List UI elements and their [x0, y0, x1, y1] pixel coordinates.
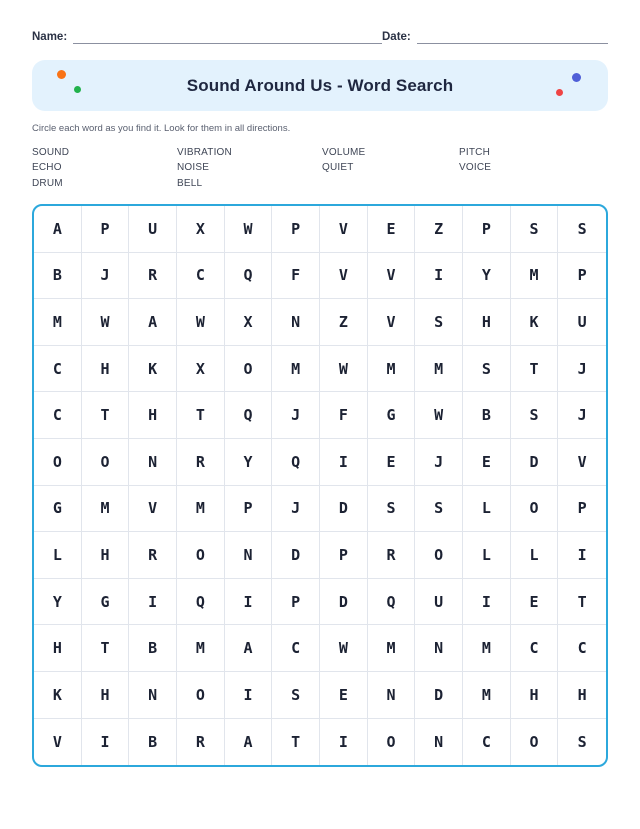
grid-cell[interactable]: C: [177, 253, 225, 300]
grid-cell[interactable]: J: [272, 486, 320, 533]
blue-dot-icon: [572, 73, 581, 82]
date-label: Date:: [382, 31, 411, 43]
grid-cell[interactable]: Y: [463, 253, 511, 300]
grid-cell[interactable]: D: [320, 486, 368, 533]
grid-cell[interactable]: D: [511, 439, 559, 486]
grid-cell[interactable]: P: [272, 206, 320, 253]
grid-cell[interactable]: R: [368, 532, 416, 579]
grid-cell[interactable]: C: [34, 346, 82, 393]
grid-cell[interactable]: M: [368, 625, 416, 672]
grid-cell[interactable]: E: [368, 439, 416, 486]
grid-cell[interactable]: D: [415, 672, 463, 719]
grid-cell[interactable]: F: [320, 392, 368, 439]
grid-cell[interactable]: N: [129, 439, 177, 486]
grid-cell[interactable]: S: [368, 486, 416, 533]
grid-cell[interactable]: A: [34, 206, 82, 253]
name-input-line[interactable]: [73, 31, 382, 44]
grid-cell[interactable]: O: [511, 486, 559, 533]
grid-cell[interactable]: L: [511, 532, 559, 579]
grid-cell[interactable]: J: [82, 253, 130, 300]
grid-cell[interactable]: T: [82, 392, 130, 439]
grid-cell[interactable]: R: [129, 532, 177, 579]
grid-cell[interactable]: S: [415, 299, 463, 346]
grid-cell[interactable]: B: [129, 625, 177, 672]
grid-cell[interactable]: S: [415, 486, 463, 533]
grid-cell[interactable]: H: [82, 346, 130, 393]
grid-cell[interactable]: H: [82, 532, 130, 579]
grid-cell[interactable]: O: [511, 719, 559, 766]
grid-cell[interactable]: K: [511, 299, 559, 346]
grid-cell[interactable]: V: [129, 486, 177, 533]
grid-cell[interactable]: U: [558, 299, 606, 346]
grid-cell[interactable]: L: [34, 532, 82, 579]
grid-cell[interactable]: I: [225, 672, 273, 719]
grid-cell[interactable]: W: [415, 392, 463, 439]
grid-cell[interactable]: A: [225, 719, 273, 766]
grid-cell[interactable]: H: [511, 672, 559, 719]
grid-cell[interactable]: C: [558, 625, 606, 672]
grid-cell[interactable]: N: [415, 625, 463, 672]
grid-cell[interactable]: M: [177, 625, 225, 672]
grid-cell[interactable]: Y: [34, 579, 82, 626]
grid-cell[interactable]: G: [82, 579, 130, 626]
grid-cell[interactable]: V: [34, 719, 82, 766]
grid-cell[interactable]: Q: [177, 579, 225, 626]
grid-cell[interactable]: M: [34, 299, 82, 346]
grid-cell[interactable]: H: [34, 625, 82, 672]
word-list-item: NOISE: [177, 162, 210, 173]
grid-cell[interactable]: M: [415, 346, 463, 393]
grid-cell[interactable]: O: [415, 532, 463, 579]
grid-cell[interactable]: M: [463, 625, 511, 672]
word-list-item: VIBRATION: [177, 146, 232, 158]
grid-cell[interactable]: W: [320, 346, 368, 393]
date-input-line[interactable]: [417, 31, 608, 44]
grid-cell[interactable]: V: [368, 253, 416, 300]
grid-cell[interactable]: S: [577, 732, 587, 751]
grid-cell[interactable]: S: [511, 392, 559, 439]
word-list-item: BELL: [177, 177, 203, 189]
grid-cell[interactable]: M: [272, 346, 320, 393]
grid-cell[interactable]: I: [320, 439, 368, 486]
grid-cell[interactable]: H: [558, 672, 606, 719]
word-list: [32, 145, 608, 192]
grid-cell[interactable]: P: [272, 579, 320, 626]
grid-cell[interactable]: K: [34, 672, 82, 719]
grid-cell[interactable]: E: [320, 672, 368, 719]
grid-cell[interactable]: R: [177, 439, 225, 486]
page-title: Sound Around Us - Word Search: [186, 75, 454, 95]
grid-cell[interactable]: B: [34, 253, 82, 300]
grid-cell[interactable]: R: [129, 253, 177, 300]
grid-cell[interactable]: Q: [225, 253, 273, 300]
grid-cell[interactable]: W: [82, 299, 130, 346]
grid-cell[interactable]: O: [225, 346, 273, 393]
grid-cell[interactable]: W: [177, 299, 225, 346]
grid-cell[interactable]: I: [320, 719, 368, 766]
grid-cell[interactable]: D: [272, 532, 320, 579]
grid-cell[interactable]: X: [177, 206, 225, 253]
grid-cell[interactable]: Z: [415, 206, 463, 253]
grid-cell[interactable]: E: [368, 206, 416, 253]
grid-cell[interactable]: G: [34, 486, 82, 533]
grid-cell[interactable]: Z: [320, 299, 368, 346]
grid-cell[interactable]: M: [82, 486, 130, 533]
grid-cell[interactable]: S: [272, 672, 320, 719]
grid-cell[interactable]: T: [558, 579, 606, 626]
title-banner: [32, 60, 608, 111]
word-list-item: VOICE: [459, 162, 492, 173]
word-list-item: DRUM: [32, 177, 63, 189]
grid-cell[interactable]: T: [511, 346, 559, 393]
grid-cell[interactable]: Q: [272, 439, 320, 486]
word-search-grid-container: [32, 204, 608, 767]
grid-cell[interactable]: N: [272, 299, 320, 346]
grid-cell[interactable]: V: [320, 253, 368, 300]
grid-cell[interactable]: X: [225, 299, 273, 346]
grid-cell[interactable]: K: [129, 346, 177, 393]
grid-cell[interactable]: V: [368, 299, 416, 346]
grid-cell[interactable]: P: [558, 486, 606, 533]
grid-cell[interactable]: N: [368, 672, 416, 719]
grid-cell[interactable]: P: [463, 206, 511, 253]
grid-cell[interactable]: C: [463, 719, 511, 766]
grid-cell[interactable]: V: [558, 439, 606, 486]
grid-cell[interactable]: T: [82, 625, 130, 672]
grid-cell[interactable]: M: [463, 672, 511, 719]
grid-cell[interactable]: Q: [368, 579, 416, 626]
name-date-row: [32, 0, 608, 44]
grid-cell[interactable]: A: [129, 299, 177, 346]
grid-cell[interactable]: V: [320, 206, 368, 253]
grid-cell[interactable]: I: [225, 579, 273, 626]
grid-cell[interactable]: T: [177, 392, 225, 439]
name-label: Name:: [32, 31, 68, 43]
grid-cell[interactable]: M: [368, 346, 416, 393]
grid-cell[interactable]: D: [320, 579, 368, 626]
grid-cell[interactable]: P: [558, 253, 606, 300]
grid-cell[interactable]: W: [320, 625, 368, 672]
date-field-group: [382, 30, 608, 44]
grid-cell[interactable]: S: [463, 346, 511, 393]
grid-cell[interactable]: T: [272, 719, 320, 766]
grid-cell[interactable]: B: [463, 392, 511, 439]
grid-cell[interactable]: O: [82, 439, 130, 486]
grid-cell[interactable]: I: [82, 719, 130, 766]
grid-cell[interactable]: C: [511, 625, 559, 672]
grid-cell[interactable]: I: [415, 253, 463, 300]
grid-cell[interactable]: F: [272, 253, 320, 300]
grid-cell[interactable]: R: [177, 719, 225, 766]
grid-cell[interactable]: O: [177, 532, 225, 579]
grid-cell[interactable]: P: [225, 486, 273, 533]
grid-cell[interactable]: O: [368, 719, 416, 766]
grid-cell[interactable]: C: [34, 392, 82, 439]
word-list-item: VOLUME: [322, 146, 366, 158]
grid-cell[interactable]: P: [82, 206, 130, 253]
grid-cell[interactable]: J: [272, 392, 320, 439]
grid-cell[interactable]: M: [511, 253, 559, 300]
grid-cell[interactable]: E: [511, 579, 559, 626]
grid-cell[interactable]: X: [177, 346, 225, 393]
grid-cell[interactable]: S: [511, 206, 559, 253]
grid-cell[interactable]: J: [415, 439, 463, 486]
grid-cell[interactable]: J: [558, 346, 606, 393]
grid-cell[interactable]: H: [82, 672, 130, 719]
grid-cell[interactable]: Y: [225, 439, 273, 486]
grid-cell[interactable]: O: [177, 672, 225, 719]
grid-cell[interactable]: B: [129, 719, 177, 766]
name-field-group: [32, 30, 382, 44]
grid-cell[interactable]: H: [129, 392, 177, 439]
word-search-grid[interactable]: [34, 206, 606, 765]
word-list-item: ECHO: [32, 162, 62, 173]
grid-cell[interactable]: U: [415, 579, 463, 626]
word-list-item: QUIET: [322, 162, 354, 173]
grid-cell[interactable]: L: [463, 532, 511, 579]
grid-cell[interactable]: N: [415, 719, 463, 766]
word-list-item: PITCH: [459, 146, 490, 158]
grid-cell[interactable]: M: [177, 486, 225, 533]
grid-cell[interactable]: U: [129, 206, 177, 253]
grid-cell[interactable]: I: [558, 532, 606, 579]
grid-cell[interactable]: E: [463, 439, 511, 486]
orange-dot-icon: [57, 70, 66, 79]
instructions-text: Circle each word as you find it. Look for them in all directions.: [32, 123, 291, 134]
grid-cell[interactable]: N: [225, 532, 273, 579]
red-dot-icon: [556, 89, 563, 96]
grid-cell[interactable]: J: [558, 392, 606, 439]
green-dot-icon: [74, 86, 81, 93]
grid-cell[interactable]: I: [129, 579, 177, 626]
grid-cell[interactable]: A: [225, 625, 273, 672]
grid-cell[interactable]: Q: [225, 392, 273, 439]
word-list-item: SOUND: [32, 146, 70, 158]
grid-cell[interactable]: G: [368, 392, 416, 439]
grid-cell[interactable]: W: [225, 206, 273, 253]
grid-cell[interactable]: L: [463, 486, 511, 533]
grid-cell[interactable]: P: [320, 532, 368, 579]
grid-cell[interactable]: N: [129, 672, 177, 719]
grid-cell[interactable]: O: [34, 439, 82, 486]
grid-cell[interactable]: I: [463, 579, 511, 626]
grid-cell[interactable]: C: [272, 625, 320, 672]
grid-cell[interactable]: H: [463, 299, 511, 346]
grid-cell[interactable]: S: [558, 206, 606, 253]
